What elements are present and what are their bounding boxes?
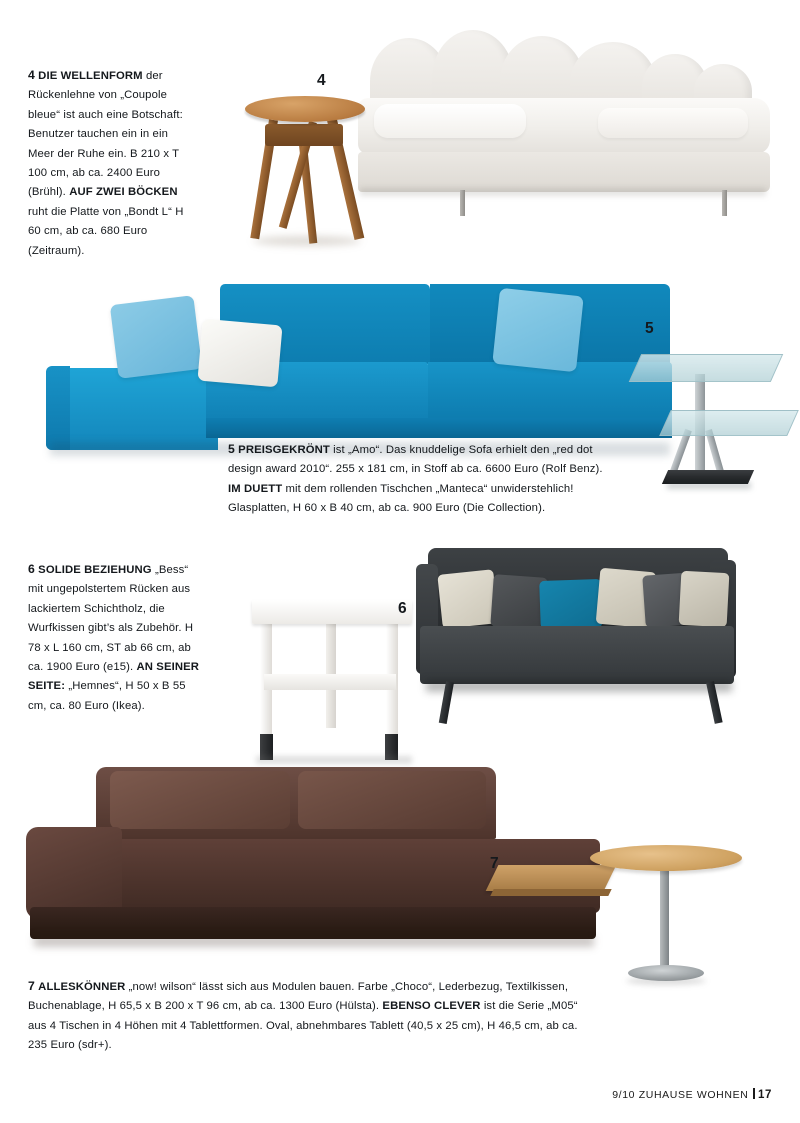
item-4-block [0, 0, 800, 262]
round-table-shadow [626, 977, 706, 985]
sofa-leg-left [460, 190, 465, 216]
item-7-block [0, 755, 800, 1052]
caption-item-5: 5 PREISGEKRÖNT ist „Amo“. Das knuddelige Sofa erhielt den „red dot design award 2010“. 255 x 181 cm, in Stoff ab ca. 6600 Euro (Rolf Benz). IM DUETT mit dem rollenden Tischchen „Manteca“ unwiderstehlich! Glasplatten, H 60 x B 40 cm, ab ca. 900 Euro (Die Collection). [228, 442, 603, 515]
photo-marker-7: 7 [490, 855, 499, 872]
caption-number-4: 4 [28, 68, 35, 82]
photo-bess-sofa [240, 530, 788, 775]
photo-marker-4: 4 [317, 72, 326, 89]
blue-sofa-chaise-arm [46, 366, 70, 450]
throw-cushion-6 [679, 571, 730, 627]
caption-item-6: 6 SOLIDE BEZIEHUNG „Bess“ mit ungepolstertem Rücken aus lackiertem Schichtholz, die Wurfkissen gibt’s als Zubehör. H 78 x L 160 cm, ST ab 66 cm, ab ca. 1900 Euro (e15). AN SEINER SEITE: „Hemnes“, H 50 x B 55 cm, ca. 80 Euro (Ikea). [28, 562, 200, 712]
photo-manteca-glass-table [613, 348, 793, 510]
wavy-backrest [370, 24, 752, 108]
round-table-tray [590, 845, 742, 871]
glass-table-shadow [667, 482, 751, 489]
stool-tabletop [245, 96, 365, 122]
caption-number-5: 5 [228, 442, 235, 456]
item-6-block [0, 520, 800, 780]
photo-bondt-wooden-stool [245, 96, 365, 246]
caption-item-4: 4 DIE WELLENFORM der Rückenlehne von „Coupole bleue“ ist auch eine Botschaft: Benutzer tauchen ein in ein Meer der Ruhe ein. B 210 x T 100 cm, ab ca. 2400 Euro (Brühl). AUF ZWEI BÖCKEN ruht die Platte von „Bondt L“ H 60 cm, ab ca. 680 Euro (Zeitraum). [28, 68, 184, 257]
caption-number-6: 6 [28, 562, 35, 576]
photo-marker-5: 5 [645, 320, 654, 337]
footer-issue-label: 9/10 ZUHAUSE WOHNEN [612, 1089, 749, 1101]
sofa-base [358, 152, 770, 192]
page-number: 17 [757, 1089, 772, 1101]
sofa-shadow [360, 188, 766, 196]
glass-table-top-lower [659, 410, 799, 436]
caption-item-7: 7 ALLESKÖNNER „now! wilson“ lässt sich aus Modulen bauen. Farbe „Choco“, Lederbezug, Textilkissen, Buchenablage, H 65,5 x B 200 x T 96 cm, ab ca. 1300 Euro (Hülsta). EBENSO CLEVER ist die Serie „M05“ aus 4 Tischen in 4 Höhen mit 4 Tablettformen. Oval, abnehmbares Tablett (40,5 x 25 cm), H 46,5 cm, ab ca. 235 Euro (sdr+). [28, 979, 578, 1052]
brown-sofa-arm [26, 827, 122, 919]
white-pillow [197, 319, 282, 388]
dark-sofa-shadow [426, 680, 732, 692]
stool-apron [265, 124, 343, 146]
blue-sofa-skirt [206, 418, 672, 438]
sofa-pillow-left [374, 104, 526, 138]
light-blue-pillow-2 [492, 288, 583, 372]
side-table-top [252, 600, 412, 624]
light-blue-pillow-1 [110, 295, 202, 379]
glass-table-top-upper [629, 354, 783, 382]
brown-sofa-shadow [34, 935, 594, 947]
caption-number-7: 7 [28, 979, 35, 993]
stool-shadow [253, 236, 361, 246]
page-footer [612, 1088, 772, 1101]
item-5-block [0, 262, 800, 532]
sofa-leg-right [722, 190, 727, 216]
dark-sofa-seat [420, 626, 734, 684]
photo-hemnes-side-table [252, 600, 432, 762]
brown-sofa-back-cushion-right [298, 771, 486, 829]
blue-sofa-chaise [46, 368, 218, 450]
round-table-stem [660, 867, 669, 971]
side-table-shelf [264, 674, 396, 690]
throw-cushion-teal [539, 579, 603, 629]
footer-divider [753, 1088, 755, 1099]
photo-now-wilson-sofa [10, 755, 790, 985]
brown-sofa-back-cushion-left [110, 771, 290, 829]
sofa-pillow-right [598, 108, 748, 138]
photo-marker-6: 6 [398, 600, 407, 617]
throw-cushion-1 [437, 569, 498, 629]
photo-coupole-bleue-sofa [330, 12, 800, 257]
photo-m05-round-table [590, 845, 750, 993]
